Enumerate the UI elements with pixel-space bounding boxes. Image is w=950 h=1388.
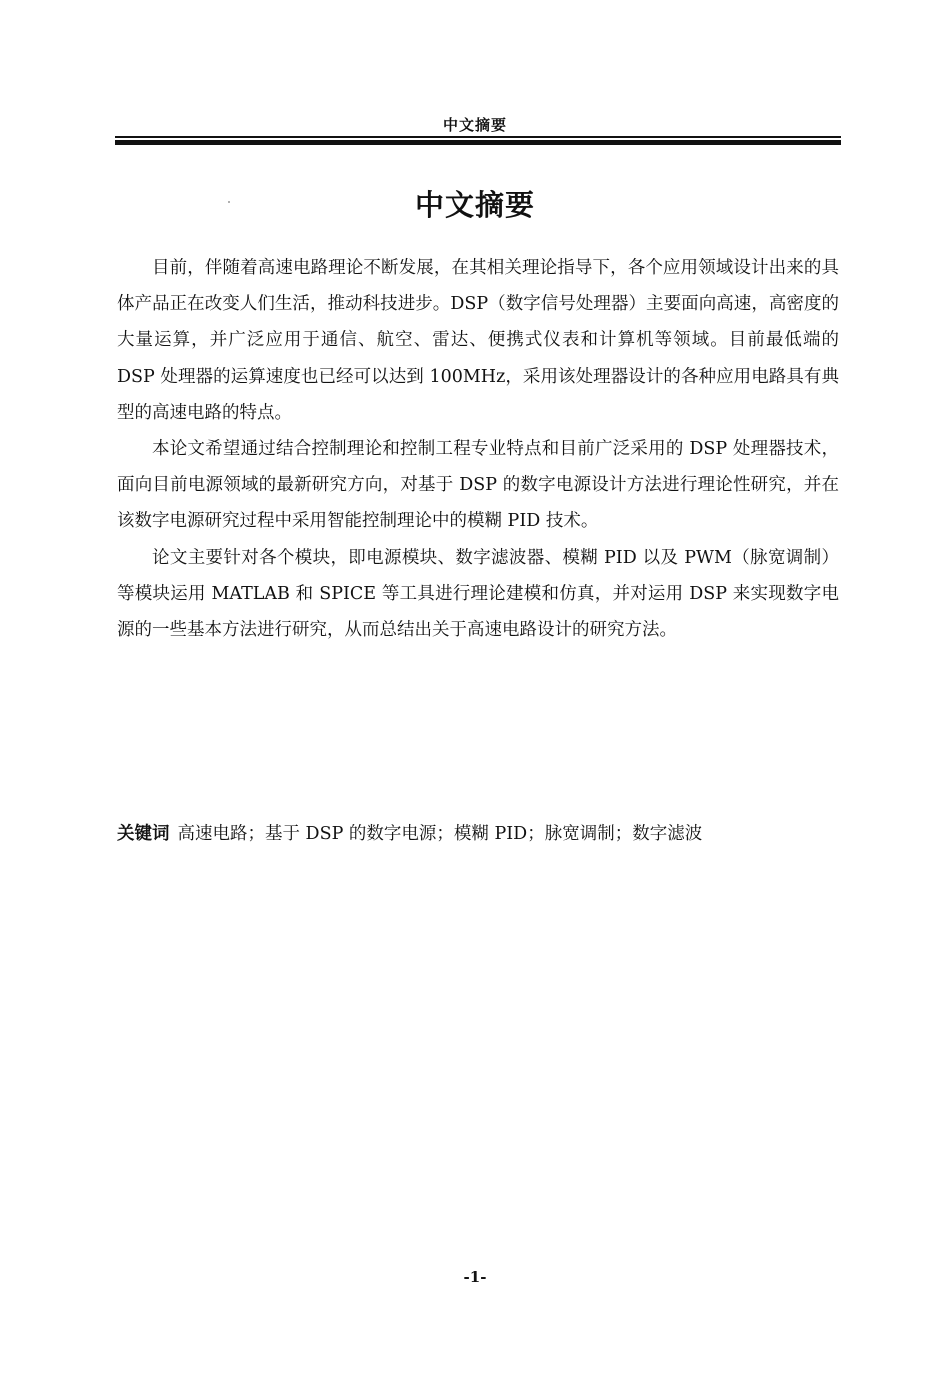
abstract-body bbox=[117, 250, 839, 648]
running-header: 中文摘要 bbox=[442, 116, 507, 134]
abstract-paragraph-1: 目前，伴随着高速电路理论不断发展，在其相关理论指导下，各个应用领域设计出来的具体产品正在改变人们生活，推动科技进步。DSP（数字信号处理器）主要面向高速，高密度的大量运算，并广泛应用于通信、航空、雷达、便携式仪表和计算机等领域。目前最低端的 DSP 处理器的运算速度也已经可以达到 100MHz，采用该处理器设计的各种应用电路具有典型的高速电路的特点。 bbox=[117, 258, 839, 423]
keywords-line bbox=[117, 818, 839, 850]
page-number: -1- bbox=[463, 1268, 487, 1286]
abstract-paragraph-2: 本论文希望通过结合控制理论和控制工程专业特点和目前广泛采用的 DSP 处理器技术，面向目前电源领域的最新研究方向，对基于 DSP 的数字电源设计方法进行理论性研究，并在该数字电源研究过程中采用智能控制理论中的模糊 PID 技术。 bbox=[117, 439, 839, 532]
keywords-label: 关键词 bbox=[117, 824, 170, 844]
header-rule-thick bbox=[115, 140, 841, 145]
abstract-paragraph-3: 论文主要针对各个模块，即电源模块、数字滤波器、模糊 PID 以及 PWM（脉宽调制）等模块运用 MATLAB 和 SPICE 等工具进行理论建模和仿真，并对运用 DSP 来实现数字电源的一些基本方法进行研究，从而总结出关于高速电路设计的研究方法。 bbox=[117, 547, 839, 641]
page-title: 中文摘要 bbox=[414, 188, 535, 222]
keywords-text: 高速电路；基于 DSP 的数字电源；模糊 PID；脉宽调制；数字滤波 bbox=[177, 824, 703, 844]
header-rule-thin bbox=[115, 136, 841, 138]
